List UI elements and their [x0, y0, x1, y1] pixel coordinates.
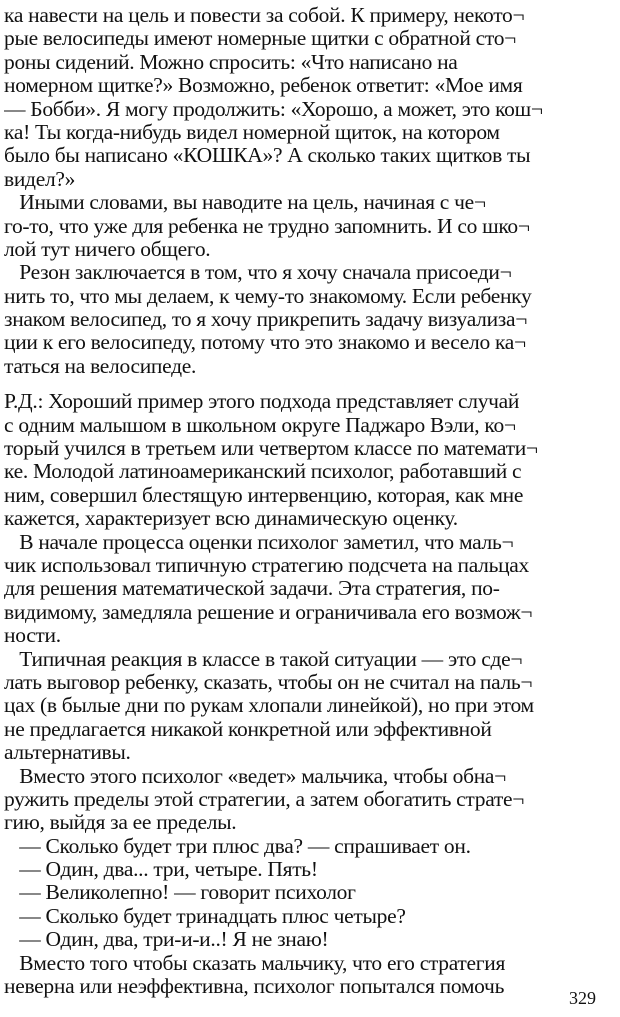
text-line: го-то, что уже для ребенка не трудно запомнить. И со шко¬ [4, 214, 530, 238]
text-line: — Сколько будет тринадцать плюс четыре? [4, 904, 406, 928]
text-line: Р.Д.: Хороший пример этого подхода представляет случай [4, 390, 520, 414]
text-line: ности. [4, 624, 61, 648]
text-line: рые велосипеды имеют номерные щитки с обратной сто¬ [4, 27, 516, 51]
text-line: торый учился в третьем или четвертом классе по математи¬ [4, 437, 538, 461]
text-line: ка навести на цель и повести за собой. К примеру, некото¬ [4, 4, 525, 27]
page-number: 329 [569, 988, 596, 1008]
text-line: В начале процесса оценки психолог заметил, что маль¬ [4, 530, 514, 554]
text-line: Типичная реакция в классе в такой ситуации — это сде¬ [4, 647, 523, 671]
text-line: — Один, два, три-и-и..! Я не знаю! [4, 928, 329, 952]
text-line: знаком велосипед, то я хочу прикрепить задачу визуализа¬ [4, 308, 528, 332]
text-line: с одним малышом в школьном округе Паджаро Вэли, ко¬ [4, 413, 516, 437]
text-line: — Сколько будет три плюс два? — спрашивает он. [4, 834, 471, 858]
text-line: ции к его велосипеду, потому что это знакомо и весело ка¬ [4, 331, 526, 355]
text-line: номерном щитке?» Возможно, ребенок ответит: «Мое имя [4, 74, 523, 98]
text-line: таться на велосипеде. [4, 354, 197, 378]
text-line: ружить пределы этой стратегии, а затем обогатить страте¬ [4, 787, 525, 811]
text-line: — Великолепно! — говорит психолог [4, 881, 356, 905]
text-line: не предлагается никакой конкретной или эффективной [4, 717, 492, 741]
text-line: неверна или неэффективна, психолог попытался помочь [4, 975, 505, 999]
text-line: цах (в былые дни по рукам хлопали линейкой), но при этом [4, 694, 534, 718]
text-line: — Один, два... три, четыре. Пять! [4, 858, 318, 882]
text-line: Вместо того чтобы сказать мальчику, что его стратегия [4, 951, 506, 975]
text-line: Резон заключается в том, что я хочу сначала присоеди¬ [4, 261, 512, 285]
text-line: ка! Ты когда-нибудь видел номерной щиток, на котором [4, 120, 500, 144]
text-line: Вместо этого психолог «ведет» мальчика, чтобы обна¬ [4, 764, 507, 788]
text-line: гию, выйдя за ее пределы. [4, 811, 237, 835]
text-line: было бы написано «КОШКА»? А сколько таких щитков ты [4, 144, 531, 168]
text-line: — Бобби». Я могу продолжить: «Хорошо, а может, это кош¬ [4, 97, 543, 121]
text-line: видимому, замедляла решение и ограничивала его возмож¬ [4, 600, 533, 624]
text-line: кажется, характеризует всю динамическую оценку. [4, 507, 458, 531]
text-line: для решения математической задачи. Эта стратегия, по- [4, 577, 500, 601]
text-line: роны сидений. Можно спросить: «Что написано на [4, 50, 458, 74]
text-line: нить то, что мы делаем, к чему-то знакомому. Если ребенку [4, 284, 532, 308]
section-gap [4, 378, 610, 390]
text-line: лать выговор ребенку, сказать, чтобы он не считал на паль¬ [4, 670, 533, 694]
text-line: лой тут ничего общего. [4, 237, 211, 261]
text-line: Иными словами, вы наводите на цель, начиная с че¬ [4, 191, 486, 215]
text-line: видел?» [4, 167, 76, 191]
text-line: ним, совершил блестящую интервенцию, которая, как мне [4, 483, 524, 507]
text-line: чик использовал типичную стратегию подсчета на пальцах [4, 553, 529, 577]
text-line: альтернативы. [4, 741, 131, 765]
text-line: ке. Молодой латиноамериканский психолог, работавший с [4, 460, 522, 484]
